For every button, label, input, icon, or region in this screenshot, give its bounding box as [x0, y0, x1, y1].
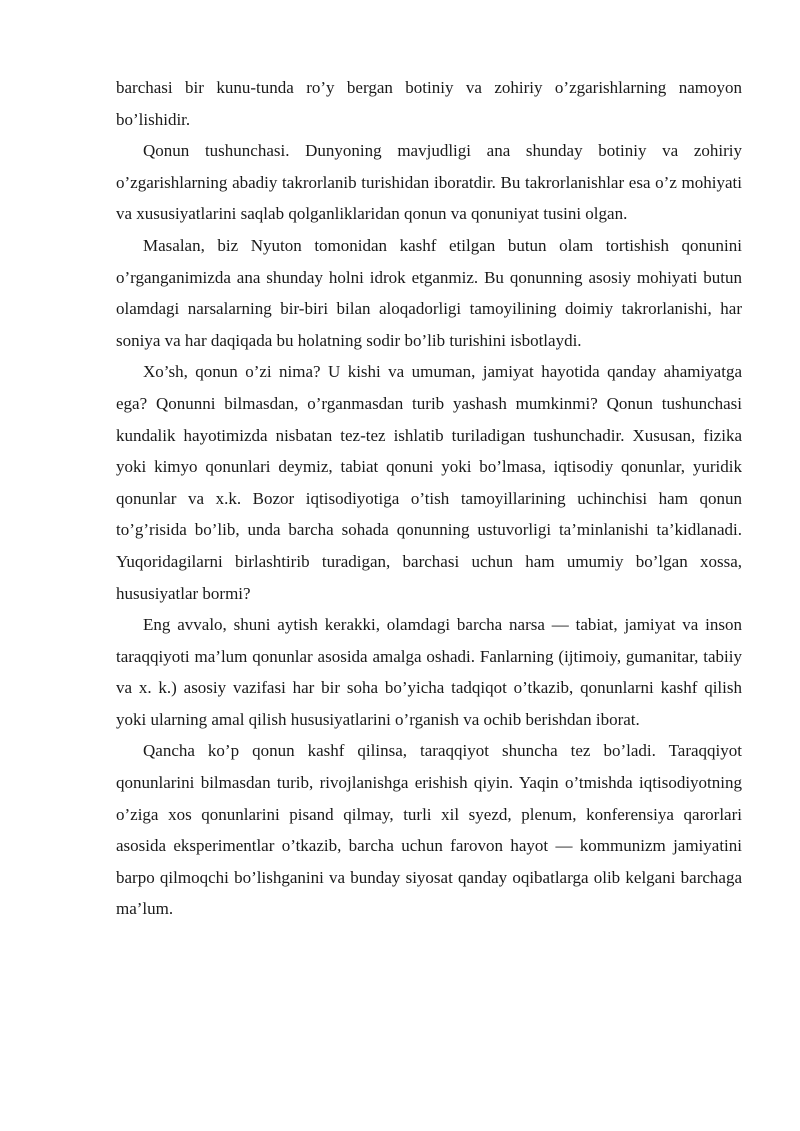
paragraph-qancha-kop: Qancha ko’p qonun kashf qilinsa, taraqqiyot shuncha tez bo’ladi. Taraqqiyot qonunlarini bilmasdan turib, rivojlanishga erishish qiyin. Yaqin o’tmishda iqtisodiyotning o’ziga xos qonunlarini pisand qilmay, turli xil syezd, plenum, konferensiya qarorlari asosida eksperimentlar o’tkazib, barcha uchun farovon hayot — kommunizm jamiyatini barpo qilmoqchi bo’lishganini va bunday siyosat qanday oqibatlarga olib kelgani barchaga ma’lum.: [116, 741, 742, 919]
paragraph-qonun-tushunchasi: Qonun tushunchasi. Dunyoning mavjudligi ana shunday botiniy va zohiriy o’zgarishlarning abadiy takrorlanib turishidan iboratdir. Bu takrorlanishlar esa o’z mohiyati va xususiyatlarini saqlab qolganliklaridan qonun va qonuniyat tusini olgan.: [116, 141, 742, 224]
document-page: [116, 72, 742, 925]
paragraph-nyuton-example: Masalan, biz Nyuton tomonidan kashf etilgan butun olam tortishish qonunini o’rganganimizda ana shunday holni idrok etganmiz. Bu qonunning asosiy mohiyati butun olamdagi narsalarning bir-biri bilan aloqadorligi tamoyilining doimiy takrorlanishi, har soniya va har daqiqada bu holatning sodir bo’lib turishini isbotlaydi.: [116, 235, 742, 350]
paragraph-what-is-law: Xo’sh, qonun o’zi nima? U kishi va umuman, jamiyat hayotida qanday ahamiyatga ega? Qonunni bilmasdan, o’rganmasdan turib yashash mumkinmi? Qonun tushunchasi kundalik hayotimizda nisbatan tez-tez ishlatib turiladigan tushunchadir. Xususan, fizika yoki kimyo qonunlari deymiz, tabiat qonuni yoki bo’lmasa, iqtisodiy qonunlar, yuridik qonunlar va x.k. Bozor iqtisodiyotiga o’tish tamoyillarining uchinchisi ham qonun to’g’risida bo’lib, unda barcha sohada qonunning ustuvorligi ta’minlanishi ta’kidlanadi. Yuqoridagilarni birlashtirib turadigan, barchasi uchun ham umumiy bo’lgan xossa, hususiyatlar bormi?: [116, 362, 742, 603]
paragraph-continuation: barchasi bir kunu-tunda ro’y bergan botiniy va zohiriy o’zgarishlarning namoyon bo’lishidir.: [116, 78, 742, 129]
paragraph-eng-avvalo: Eng avvalo, shuni aytish kerakki, olamdagi barcha narsa — tabiat, jamiyat va inson taraqqiyoti ma’lum qonunlar asosida amalga oshadi. Fanlarning (ijtimoiy, gumanitar, tabiiy va x. k.) asosiy vazifasi har bir soha bo’yicha tadqiqot o’tkazib, qonunlarni kashf qilish yoki ularning amal qilish hususiyatlarini o’rganish va ochib berishdan iborat.: [116, 615, 742, 729]
